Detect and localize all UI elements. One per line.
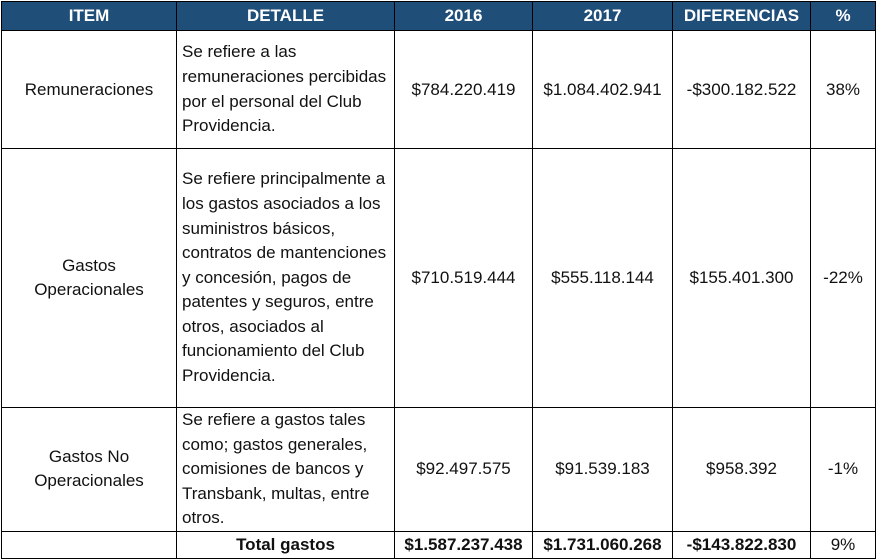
detalle-cell: Se refiere a gastos tales como; gastos generales, comisiones de bancos y Transbank, multas, entre otros. [177,408,395,532]
total-2017-cell: $1.731.060.268 [533,531,673,558]
percent-cell: 38% [811,31,876,149]
item-cell: Gastos Operacionales [2,149,177,408]
total-2016-cell: $1.587.237.438 [395,531,533,558]
diferencias-cell: $155.401.300 [673,149,811,408]
header-diferencias: DIFERENCIAS [673,2,811,31]
header-2017: 2017 [533,2,673,31]
total-label: Total gastos [177,531,395,558]
value-2017-cell: $555.118.144 [533,149,673,408]
value-2016-cell: $784.220.419 [395,31,533,149]
value-2016-cell: $710.519.444 [395,149,533,408]
value-2016-cell: $92.497.575 [395,408,533,532]
value-2017-cell: $91.539.183 [533,408,673,532]
detalle-cell: Se refiere a las remuneraciones percibidas por el personal del Club Providencia. [177,31,395,149]
table-row [2,408,876,532]
diferencias-cell: -$300.182.522 [673,31,811,149]
item-cell: Remuneraciones [2,31,177,149]
percent-cell: -22% [811,149,876,408]
total-row [2,531,876,558]
header-item: ITEM [2,2,177,31]
expenses-table [1,1,876,559]
percent-cell: -1% [811,408,876,532]
header-row [2,2,876,31]
total-empty-cell [2,531,177,558]
diferencias-cell: $958.392 [673,408,811,532]
header-detalle: DETALLE [177,2,395,31]
item-cell: Gastos No Operacionales [2,408,177,532]
table-row [2,31,876,149]
detalle-cell: Se refiere principalmente a los gastos asociados a los suministros básicos, contratos de mantenciones y concesión, pagos de patentes y seguros, entre otros, asociados al funcionamiento del Club Providencia. [177,149,395,408]
header-percent: % [811,2,876,31]
header-2016: 2016 [395,2,533,31]
total-diferencias-cell: -$143.822.830 [673,531,811,558]
value-2017-cell: $1.084.402.941 [533,31,673,149]
table-row [2,149,876,408]
total-percent-cell: 9% [811,531,876,558]
